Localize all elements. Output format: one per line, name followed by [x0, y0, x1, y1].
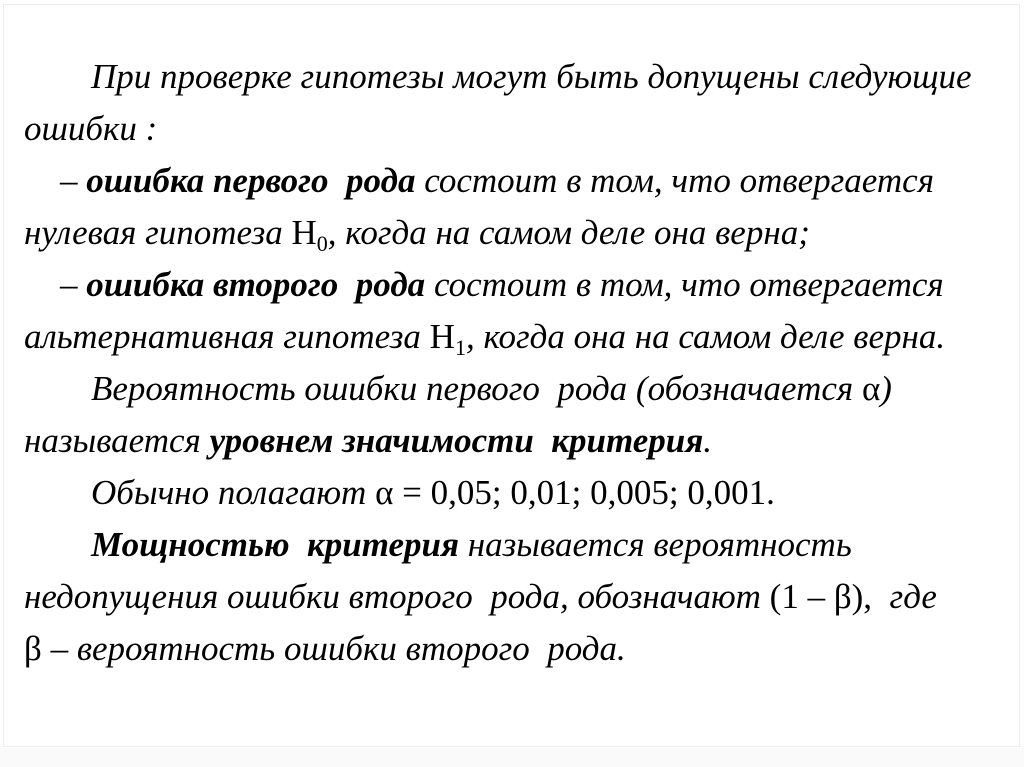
text-run: ошибка первого рода — [86, 161, 416, 200]
text-line — [24, 155, 1004, 207]
text-run: альтернативная гипотеза — [24, 317, 430, 356]
text-line — [24, 415, 1004, 467]
text-run: Н — [291, 213, 317, 252]
text-run: Мощностью критерия — [91, 525, 460, 564]
text-run: – — [60, 265, 87, 304]
text-run: , когда она на самом деле верна. — [465, 317, 946, 356]
text-run: уровнем значимости критерия — [209, 421, 704, 460]
text-run: Н — [429, 317, 455, 356]
text-run: 0 — [316, 231, 328, 256]
text-line — [24, 103, 1004, 155]
text-run: , когда на самом деле она верна; — [327, 213, 810, 252]
text-run: нулевая гипотеза — [24, 213, 292, 252]
text-run: ошибки : — [24, 109, 158, 148]
text-run: ошибка второго рода — [86, 265, 426, 304]
text-line — [24, 51, 1004, 103]
text-run: называется — [24, 421, 210, 460]
text-run: Обычно полагают — [91, 473, 376, 512]
text-line — [24, 623, 1004, 675]
text-run: β — [24, 629, 42, 668]
text-run: ) — [880, 369, 892, 408]
text-line — [24, 259, 1004, 311]
text-line — [24, 519, 1004, 571]
text-run: состоит в том, что отвергается — [425, 265, 944, 304]
text-run: (1 – β), — [769, 577, 873, 616]
slide-text-block — [24, 51, 1004, 675]
text-line — [24, 571, 1004, 623]
text-run: При проверке гипотезы могут быть допущены следующие — [91, 57, 972, 96]
text-run: состоит в том, что отвергается — [415, 161, 934, 200]
text-run: α — [861, 369, 881, 408]
text-line — [24, 467, 1004, 519]
bottom-strip — [0, 748, 1024, 767]
text-run: . — [703, 421, 713, 460]
text-line — [24, 363, 1004, 415]
slide — [3, 4, 1020, 747]
text-run: Вероятность ошибки первого рода (обозначается — [91, 369, 862, 408]
text-run: 1 — [454, 335, 466, 360]
text-run: – вероятность ошибки второго рода. — [41, 629, 626, 668]
text-run: где — [872, 577, 937, 616]
text-run: – — [60, 161, 87, 200]
text-run: называется вероятность — [459, 525, 852, 564]
text-line — [24, 311, 1004, 363]
text-run: α = 0,05; 0,01; 0,005; 0,001. — [375, 473, 775, 512]
text-line — [24, 207, 1004, 259]
text-run: недопущения ошибки второго рода, обозначают — [24, 577, 770, 616]
